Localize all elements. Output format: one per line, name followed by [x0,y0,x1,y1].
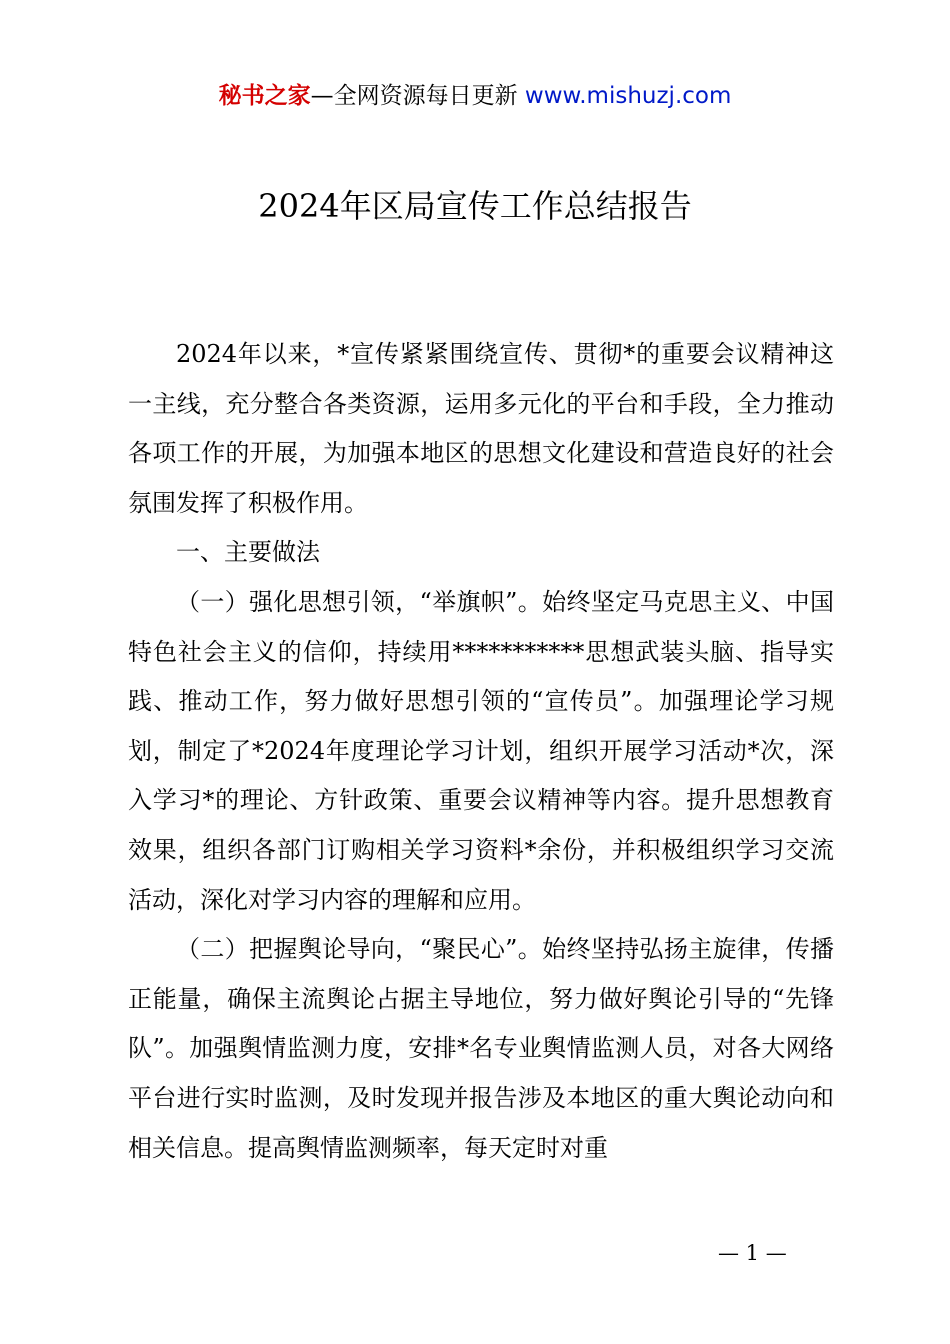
body-paragraph: （一）强化思想引领，“举旗帜”。始终坚定马克思主义、中国特色社会主义的信仰，持续用***********思想武装头脑、指导实践、推动工作，努力做好思想引领的“宣传员”。加强理论学习规划，制定了*2024年度理论学习计划，组织开展学习活动*次，深入学习*的理论、方针政策、重要会议精神等内容。提升思想教育效果，组织各部门订购相关学习资料*余份，并积极组织学习交流活动，深化对学习内容的理解和应用。 [128,587,834,914]
site-header [0,80,950,112]
header-slogan: —全网资源每日更新 [310,83,518,109]
intro-paragraph: 2024年以来，*宣传紧紧围绕宣传、贯彻*的重要会议精神这一主线，充分整合各类资源，运用多元化的平台和手段，全力推动各项工作的开展，为加强本地区的思想文化建设和营造良好的社会氛围发挥了积极作用。 [128,340,834,517]
section-heading: 一、主要做法 [176,538,320,567]
page-number: — 1 — [718,1241,787,1265]
brand-name: 秘书之家 [218,83,311,109]
body-paragraph: （二）把握舆论导向，“聚民心”。始终坚持弘扬主旋律，传播正能量，确保主流舆论占据主导地位，努力做好舆论引导的“先锋队”。加强舆情监测力度，安排*名专业舆情监测人员，对各大网络平台进行实时监测，及时发现并报告涉及本地区的重大舆论动向和相关信息。提高舆情监测频率，每天定时对重 [128,935,834,1162]
site-url-link[interactable]: www.mishuzj.com [524,83,732,109]
document-body [128,330,834,1173]
document-title: 2024年区局宣传工作总结报告 [258,187,692,225]
